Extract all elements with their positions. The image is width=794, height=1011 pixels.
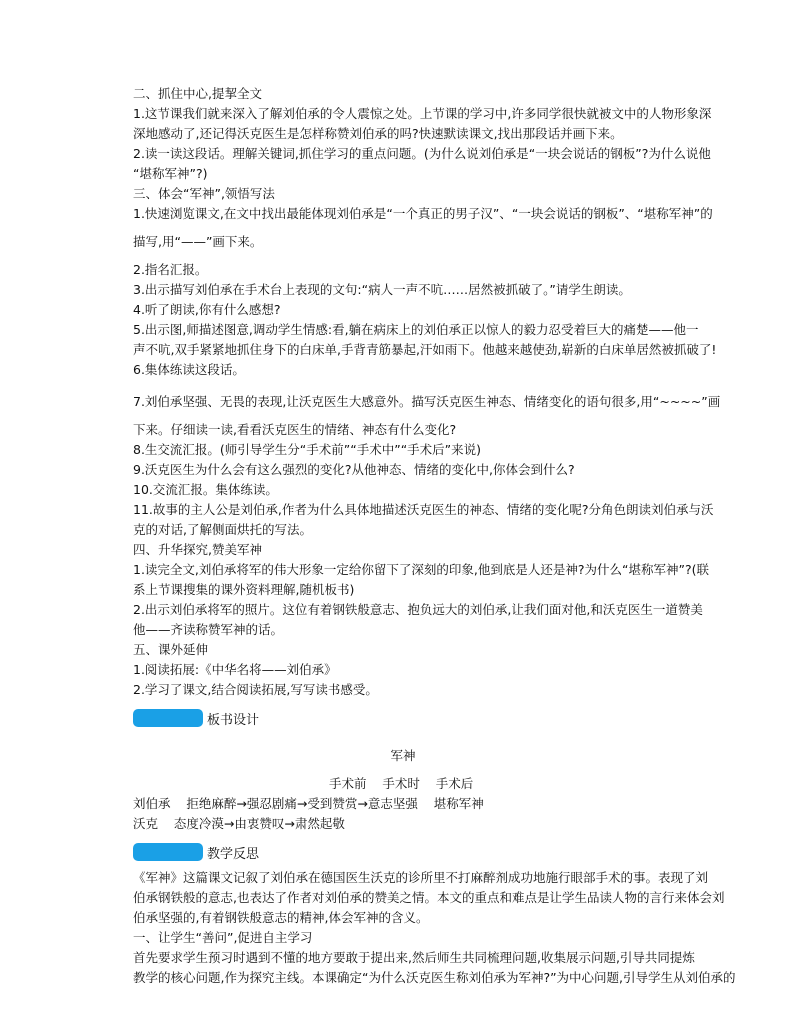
tag-bar-shape bbox=[133, 843, 203, 861]
reflect-p1-line1: 《军神》这篇课文记叙了刘伯承在德国医生沃克的诊所里不打麻醉剂成功地施行眼部手术的事。表现了刘 bbox=[133, 870, 709, 885]
sec2-p1-line1: 1.这节课我们就来深入了解刘伯承的令人震惊之处。上节课的学习中,许多同学很快就被文中的人物形象深 bbox=[133, 106, 712, 121]
sec3-p8: 8.生交流汇报。(师引导学生分“手术前”“手术中”“手术后”来说) bbox=[133, 442, 482, 457]
sec3-p10: 10.交流汇报。集体练读。 bbox=[133, 482, 278, 497]
board-row-header: 手术前 手术时 手术后 bbox=[329, 776, 474, 791]
sec5-p2: 2.学习了课文,结合阅读拓展,写写读书感受。 bbox=[133, 682, 378, 697]
reflect-heading-1: 一、让学生“善问”,促进自主学习 bbox=[133, 930, 313, 945]
sec3-p9: 9.沃克医生为什么会有这么强烈的变化?从他神态、情绪的变化中,你体会到什么? bbox=[133, 462, 575, 477]
sec4-p2-line2: 他——齐读称赞军神的话。 bbox=[133, 622, 284, 637]
sec3-p1-line1: 1.快速浏览课文,在文中找出最能体现刘伯承是“一个真正的男子汉”、“一块会说话的钢板”、“堪称军神”的 bbox=[133, 206, 713, 221]
sec4-p1-line2: 系上节课搜集的课外资料理解,随机板书) bbox=[133, 582, 355, 597]
board-design-label: 板书设计 bbox=[207, 712, 260, 728]
sec4-p1-line1: 1.读完全文,刘伯承将军的伟大形象一定给你留下了深刻的印象,他到底是人还是神?为什么“堪称军神”?(联 bbox=[133, 562, 709, 577]
sec2-p2-line1: 2.读一读这段话。理解关键词,抓住学习的重点问题。(为什么说刘伯承是“一块会说话的钢板”?为什么说他 bbox=[133, 146, 711, 161]
sec3-p5-line2: 声不吭,双手紧紧地抓住身下的白床单,手背青筋暴起,汗如雨下。他越来越使劲,崭新的白床单居然被抓破了! bbox=[133, 342, 717, 357]
reflection-label: 教学反思 bbox=[207, 846, 260, 862]
section-heading-4: 四、升华探究,赞美军神 bbox=[133, 542, 262, 557]
sec3-p5-line1: 5.出示图,师描述图意,调动学生情感:看,躺在病床上的刘伯承正以惊人的毅力忍受着巨大的痛楚——他一 bbox=[133, 322, 699, 337]
reflection-tag bbox=[133, 840, 673, 864]
reflect-p1-line3: 伯承坚强的,有着钢铁般意志的精神,体会军神的含义。 bbox=[133, 910, 429, 925]
section-heading-2: 二、抓住中心,提挈全文 bbox=[133, 86, 262, 101]
reflect-p2-line2: 教学的核心问题,作为探究主线。本课确定“为什么沃克医生称刘伯承为军神?”为中心问题,引导学生从刘伯承的 bbox=[133, 970, 736, 985]
section-heading-5: 五、课外延伸 bbox=[133, 642, 209, 657]
tag-bar-shape bbox=[133, 709, 203, 727]
sec5-p1: 1.阅读拓展:《中华名将——刘伯承》 bbox=[133, 662, 337, 677]
board-title: 军神 bbox=[390, 748, 416, 763]
reflect-p2-line1: 首先要求学生预习时遇到不懂的地方要敢于提出来,然后师生共同梳理问题,收集展示问题,引导共同提炼 bbox=[133, 950, 695, 965]
sec3-p3: 3.出示描写刘伯承在手术台上表现的文句:“病人一声不吭……居然被抓破了。”请学生朗读。 bbox=[133, 282, 631, 297]
sec2-p2-line2: “堪称军神”?) bbox=[133, 166, 208, 181]
board-design-tag bbox=[133, 706, 673, 730]
board-row-wo: 沃克 态度冷漠→由衷赞叹→肃然起敬 bbox=[133, 816, 345, 831]
sec3-p7-line1: 7.刘伯承坚强、无畏的表现,让沃克医生大感意外。描写沃克医生神态、情绪变化的语句很多,用“~~~~”画 bbox=[133, 394, 721, 409]
sec3-p1-line2: 描写,用“——”画下来。 bbox=[133, 234, 263, 249]
sec2-p1-line2: 深地感动了,还记得沃克医生是怎样称赞刘伯承的吗?快速默读课文,找出那段话并画下来。 bbox=[133, 126, 623, 141]
reflect-p1-line2: 伯承钢铁般的意志,也表达了作者对刘伯承的赞美之情。本文的重点和难点是让学生品读人物的言行来体会刘 bbox=[133, 890, 725, 905]
sec3-p4: 4.听了朗读,你有什么感想? bbox=[133, 302, 281, 317]
sec4-p2-line1: 2.出示刘伯承将军的照片。这位有着钢铁般意志、抱负远大的刘伯承,让我们面对他,和沃克医生一道赞美 bbox=[133, 602, 703, 617]
sec3-p2: 2.指名汇报。 bbox=[133, 262, 208, 277]
section-heading-3: 三、体会“军神”,领悟写法 bbox=[133, 186, 275, 201]
sec3-p7-line2: 下来。仔细读一读,看看沃克医生的情绪、神态有什么变化? bbox=[133, 422, 457, 437]
sec3-p6: 6.集体练读这段话。 bbox=[133, 362, 245, 377]
board-row-liu: 刘伯承 拒绝麻醉→强忍剧痛→受到赞赏→意志坚强 堪称军神 bbox=[133, 796, 484, 811]
sec3-p11-line1: 11.故事的主人公是刘伯承,作者为什么具体地描述沃克医生的神态、情绪的变化呢?分角色朗读刘伯承与沃 bbox=[133, 502, 714, 517]
sec3-p11-line2: 克的对话,了解侧面烘托的写法。 bbox=[133, 522, 312, 537]
lesson-content bbox=[133, 84, 736, 988]
